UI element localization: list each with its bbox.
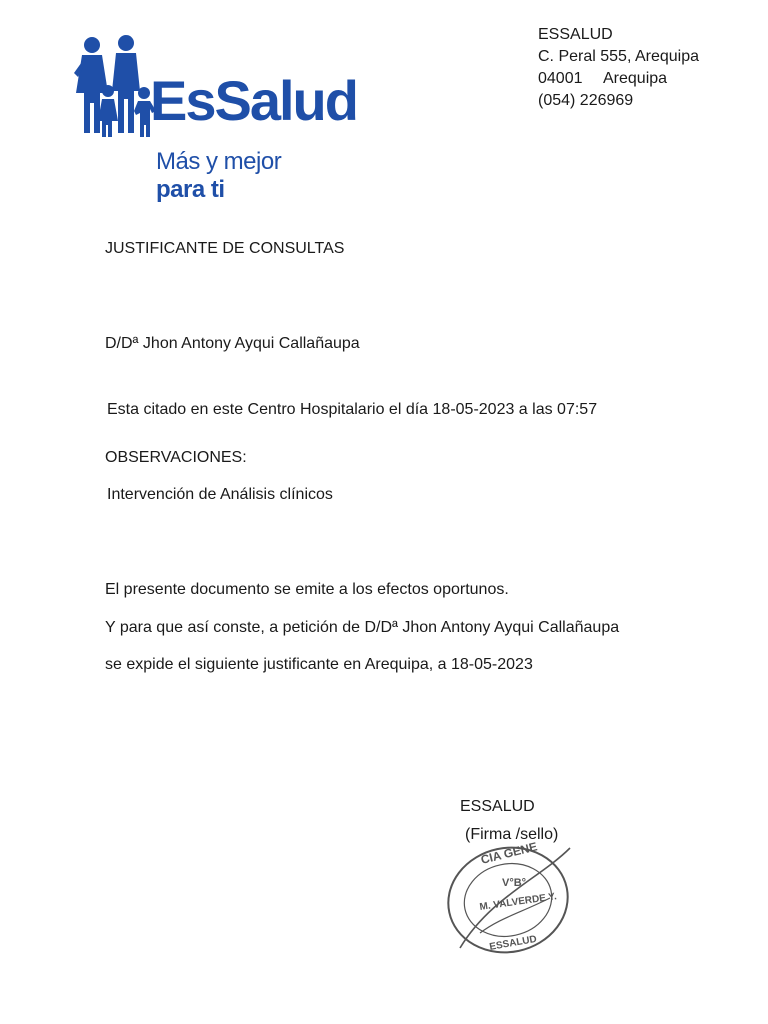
recipient-line: D/Dª Jhon Antony Ayqui Callañaupa — [105, 335, 360, 352]
official-stamp-icon — [420, 838, 590, 963]
observations-text: Intervención de Análisis clínicos — [107, 486, 333, 503]
signature-label: (Firma /sello) — [465, 826, 559, 843]
tagline-bold: para ti — [156, 176, 225, 203]
essalud-logo — [70, 28, 357, 203]
document-title: JUSTIFICANTE DE CONSULTAS — [105, 240, 345, 257]
svg-text:ESSALUD: ESSALUD — [488, 933, 538, 953]
address-postal-code: 04001 — [538, 70, 583, 87]
family-figures-icon — [70, 33, 160, 143]
closing-line-1: El presente documento se emite a los efectos oportunos. — [105, 581, 509, 598]
address-city: Arequipa — [603, 70, 668, 87]
svg-text:M. VALVERDE Y.: M. VALVERDE Y. — [478, 891, 558, 913]
brand-name: EsSalud — [150, 69, 357, 132]
appointment-line: Esta citado en este Centro Hospitalario el día 18-05-2023 a las 07:57 — [107, 401, 598, 418]
signature-org: ESSALUD — [460, 798, 535, 815]
address-name: ESSALUD — [538, 26, 613, 43]
svg-text:V°B°: V°B° — [502, 877, 527, 889]
address-phone: (054) 226969 — [538, 92, 634, 109]
closing-line-2: Y para que así conste, a petición de D/Dª Jhon Antony Ayqui Callañaupa — [105, 619, 620, 636]
address-street: C. Peral 555, Arequipa — [538, 48, 699, 65]
svg-text:CIA GENE: CIA GENE — [479, 839, 539, 867]
closing-line-3: se expide el siguiente justificante en Arequipa, a 18-05-2023 — [105, 656, 533, 673]
observations-label: OBSERVACIONES: — [105, 449, 247, 466]
brand-tagline — [156, 148, 320, 204]
tagline-light: Más y mejor — [156, 148, 282, 175]
